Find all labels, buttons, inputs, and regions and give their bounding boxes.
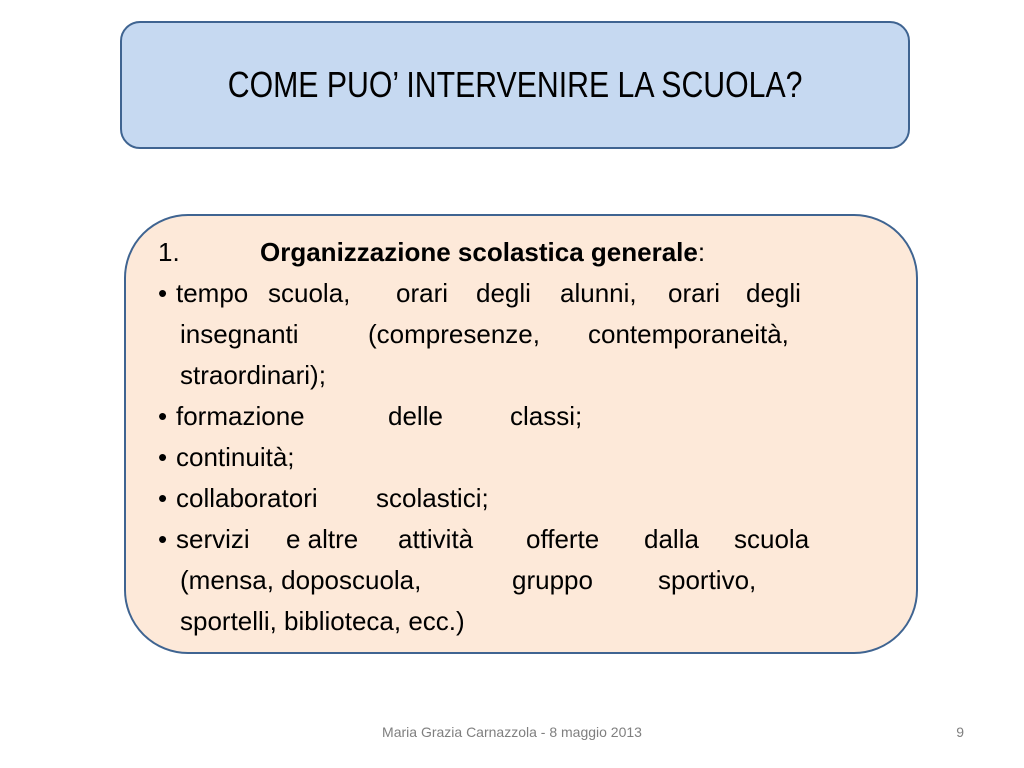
heading-bold: Organizzazione scolastica generale	[260, 237, 698, 267]
word: insegnanti	[180, 319, 299, 349]
list-item	[158, 478, 878, 519]
word: degli	[476, 278, 531, 308]
heading-number: 1.	[158, 237, 180, 267]
word: delle	[388, 401, 443, 431]
bullet-icon: •	[158, 483, 168, 513]
slide-title: COME PUO’ INTERVENIRE LA SCUOLA?	[227, 64, 803, 105]
word: continuità;	[176, 442, 295, 472]
list-item	[158, 273, 878, 314]
word: tempo	[176, 278, 249, 308]
bullet-icon: •	[158, 442, 168, 472]
word: collaboratori	[176, 483, 318, 513]
list-item	[158, 519, 878, 560]
word: contemporaneità,	[588, 319, 789, 349]
word: scuola,	[268, 278, 351, 308]
list-item-continuation	[158, 601, 878, 642]
word: (compresenze,	[368, 319, 540, 349]
word: classi;	[510, 401, 583, 431]
word: straordinari);	[180, 360, 326, 390]
heading-line	[158, 232, 878, 273]
word: servizi	[176, 524, 250, 554]
word: degli	[746, 278, 801, 308]
word: sportelli, biblioteca, ecc.)	[180, 606, 465, 636]
heading-colon: :	[697, 237, 706, 267]
word: offerte	[526, 524, 600, 554]
heading-text	[260, 232, 705, 273]
word: alunni,	[560, 278, 637, 308]
list-item-continuation	[158, 314, 878, 355]
bullet-icon: •	[158, 524, 168, 554]
word: orari	[668, 278, 721, 308]
bullet-icon: •	[158, 278, 168, 308]
word: formazione	[176, 401, 305, 431]
list-item-continuation	[158, 560, 878, 601]
word: gruppo	[512, 565, 593, 595]
word: scuola	[734, 524, 810, 554]
word: e altre	[286, 524, 359, 554]
list-item-continuation	[158, 355, 878, 396]
word: scolastici;	[376, 483, 489, 513]
word: dalla	[644, 524, 699, 554]
bullet-icon: •	[158, 401, 168, 431]
word: sportivo,	[658, 565, 757, 595]
footer-text: Maria Grazia Carnazzola - 8 maggio 2013	[382, 724, 642, 740]
title-box	[120, 21, 910, 149]
content-text	[158, 232, 878, 642]
word: orari	[396, 278, 449, 308]
word: (mensa, doposcuola,	[180, 565, 422, 595]
list-item	[158, 437, 878, 478]
list-item	[158, 396, 878, 437]
word: attività	[398, 524, 474, 554]
page-number: 9	[956, 724, 964, 740]
